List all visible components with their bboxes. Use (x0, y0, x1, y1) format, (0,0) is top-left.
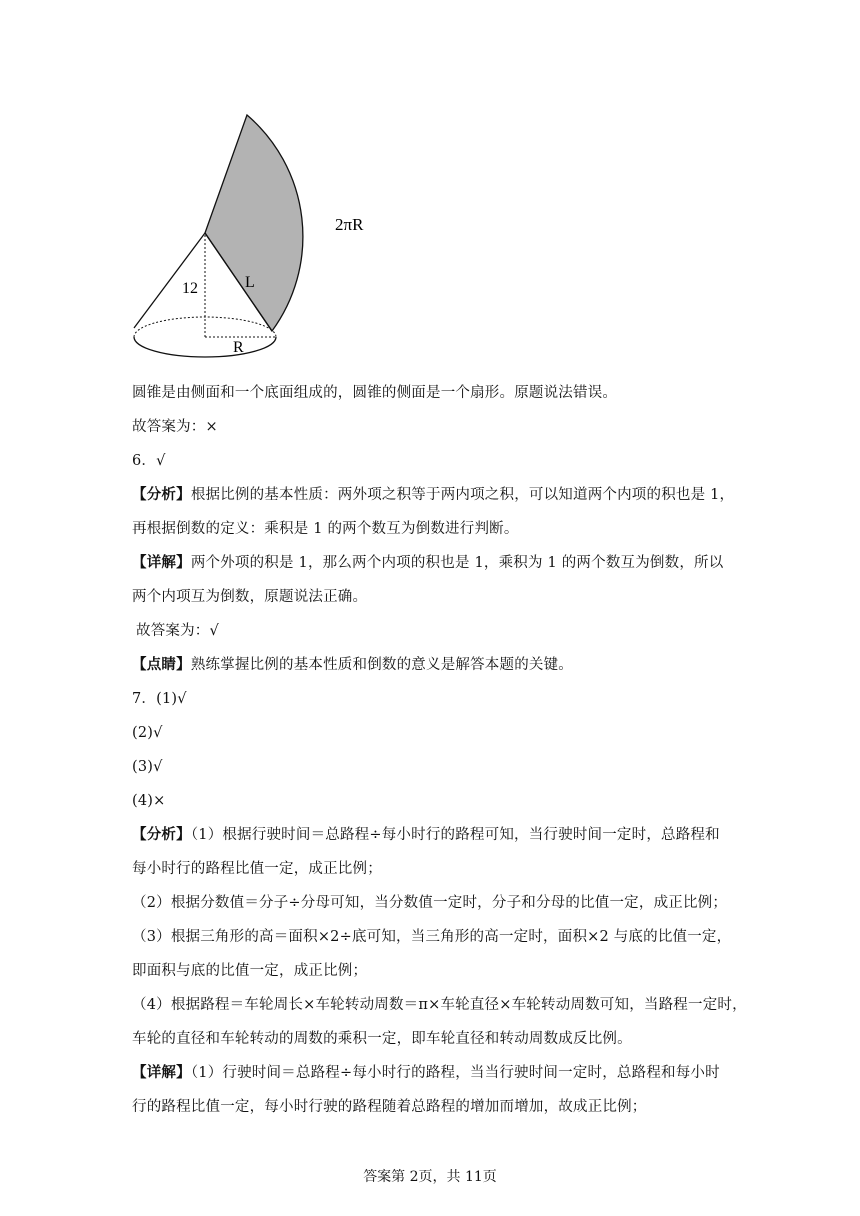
page-footer: 答案第 2页，共 11页 (363, 1169, 497, 1185)
text-line: 每小时行的路程比值一定，成正比例； (132, 861, 382, 877)
detail-tag: 【详解】 (132, 554, 191, 571)
analysis-line (132, 484, 735, 506)
text-line: 再根据倒数的定义：乘积是 1 的两个数互为倒数进行判断。 (132, 521, 519, 537)
cone-diagram (120, 100, 400, 370)
analysis-line (132, 824, 732, 846)
text-line: 车轮的直径和车轮转动的周数的乘积一定，即车轮直径和转动周数成反比例。 (132, 1031, 632, 1047)
answer-item: (3)√ (132, 759, 163, 775)
text-line: （3）根据三角形的高＝面积×2÷底可知，当三角形的高一定时，面积×2 与底的比值一定， (132, 929, 732, 945)
detail-text: 两个外项的积是 1，那么两个内项的积也是 1，乘积为 1 的两个数互为倒数，所以 (190, 555, 724, 571)
detail-tag: 【详解】 (132, 1064, 191, 1081)
label-height: 12 (182, 280, 198, 297)
text-line: 两个内项互为倒数，原题说法正确。 (132, 589, 368, 605)
comment-tag: 【点睛】 (132, 656, 191, 673)
analysis-text: 根据比例的基本性质：两外项之积等于两内项之积，可以知道两个内项的积也是 1， (190, 487, 735, 503)
comment-line (132, 654, 732, 676)
label-slant: L (245, 274, 255, 291)
text-line: 圆锥是由侧面和一个底面组成的，圆锥的侧面是一个扇形。原题说法错误。 (132, 385, 618, 401)
question-number: 6．√ (132, 453, 166, 469)
cone-net-figure (120, 100, 400, 370)
comment-text: 熟练掌握比例的基本性质和倒数的意义是解答本题的关键。 (190, 657, 574, 673)
answer-line: 故答案为：√ (136, 623, 219, 639)
detail-text: （1）行驶时间＝总路程÷每小时行的路程，当当行驶时间一定时，总路程和每小时 (190, 1065, 720, 1081)
detail-line (132, 552, 732, 574)
label-radius: R (233, 339, 244, 356)
text-line: 行的路程比值一定，每小时行驶的路程随着总路程的增加而增加，故成正比例； (132, 1099, 647, 1115)
text-line: （2）根据分数值＝分子÷分母可知，当分数值一定时，分子和分母的比值一定，成正比例； (132, 895, 728, 911)
text-line: 即面积与底的比值一定，成正比例； (132, 963, 368, 979)
label-arc: 2πR (335, 215, 364, 234)
answer-item: (4)× (132, 793, 166, 809)
lateral-sector (205, 115, 303, 331)
analysis-tag: 【分析】 (132, 486, 191, 503)
answer-line: 故答案为：× (132, 419, 218, 435)
analysis-text: （1）根据行驶时间＝总路程÷每小时行的路程可知，当行驶时间一定时，总路程和 (190, 827, 720, 843)
question-number: 7．(1)√ (132, 691, 187, 707)
analysis-tag: 【分析】 (132, 826, 191, 843)
detail-line (132, 1062, 732, 1084)
answer-item: (2)√ (132, 725, 163, 741)
text-line: （4）根据路程＝车轮周长×车轮转动周数＝π×车轮直径×车轮转动周数可知，当路程一定时， (132, 997, 747, 1013)
base-front (134, 337, 276, 357)
